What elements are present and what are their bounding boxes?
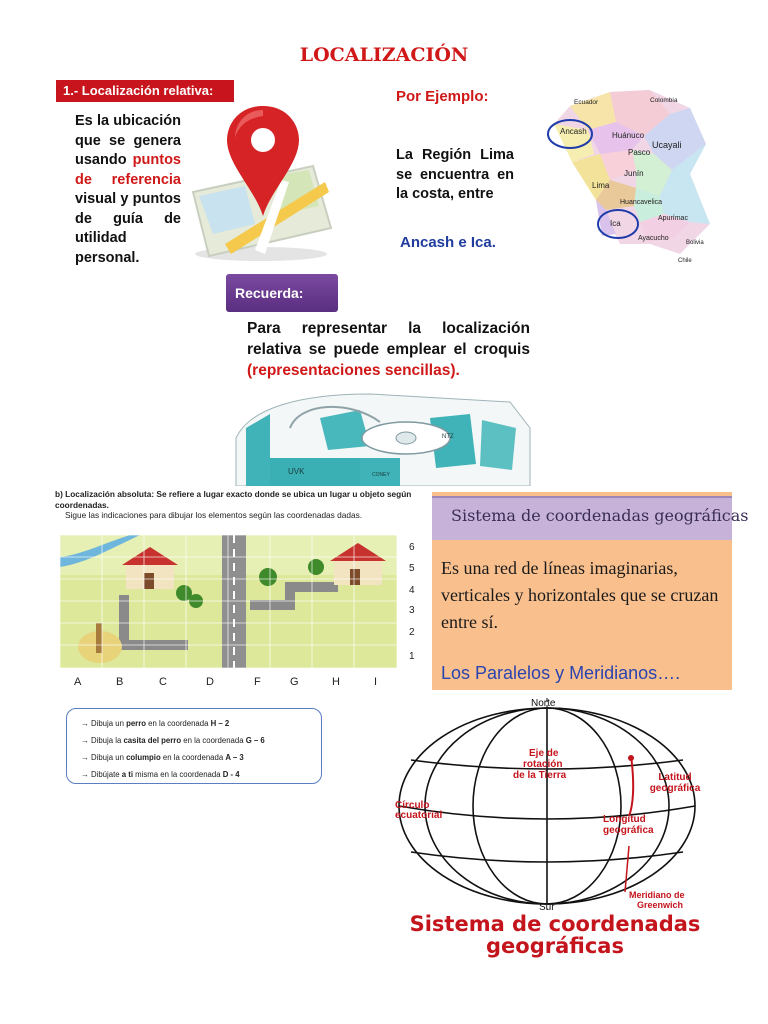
globe-sur: Sur (539, 902, 555, 913)
relative-text-a: Es la ubicación que se genera usando (75, 113, 181, 168)
recuerda-text (247, 318, 530, 381)
map-label-huancavelica: Huancavelica (620, 199, 663, 206)
example-answer: Ancash e Ica. (400, 234, 496, 251)
map-label-colombia: Colombia (650, 97, 678, 104)
map-label-lima: Lima (592, 181, 610, 190)
example-heading: Por Ejemplo: (396, 88, 489, 105)
map-label-chile: Chile (678, 258, 692, 264)
instruction-post: misma en la coordenada (133, 770, 223, 779)
grid-col-b: B (116, 676, 124, 688)
globe-eje-1: Eje de (529, 748, 559, 759)
croquis-label-ntz: NTZ (442, 434, 454, 440)
globe-caption-title: Sistema de coordenadas geográficas (409, 912, 701, 958)
example-text: La Región Lima se encuentra en la costa, entre (396, 147, 514, 202)
grid-col-a: A (74, 676, 82, 688)
grid-col-d: D (206, 676, 214, 688)
coordinates-body: Es una red de líneas imaginarias, verticales y horizontales que se cruzan entre sí. (441, 558, 719, 632)
map-label-ucayali: Ucayali (652, 140, 682, 150)
absolute-location-instructions: Sigue las indicaciones para dibujar los elementos según las coordenadas dadas. (65, 510, 363, 520)
relative-text-red: puntos de referencia (75, 152, 181, 188)
grid-col-f: F (254, 676, 261, 688)
grid-col-i: I (374, 676, 378, 688)
croquis-label-uvk: UVK (288, 467, 305, 476)
instruction-coordinate: H – 2 (210, 719, 230, 728)
instruction-post: en la coordenada (160, 753, 226, 762)
drawing-instructions-box (66, 708, 322, 784)
page-title: LOCALIZACIÓN (299, 44, 469, 66)
grid-row-3: 3 (409, 605, 415, 616)
grid-row-5: 5 (409, 563, 415, 574)
croquis-sketch (230, 388, 540, 486)
map-label-ancash: Ancash (560, 127, 587, 136)
globe-meridiano-2: Greenwich (637, 900, 684, 910)
map-pin-illustration (185, 104, 335, 262)
instruction-item (81, 766, 321, 783)
grid-col-c: C (159, 676, 167, 688)
absolute-location-text (55, 489, 415, 521)
instruction-coordinate: A – 3 (225, 753, 244, 762)
coordinates-heading: Sistema de coordenadas geográficas (451, 506, 749, 525)
instruction-object: columpio (126, 753, 161, 762)
peru-regions-map (540, 84, 720, 266)
map-label-junin: Junín (624, 169, 644, 178)
instruction-object: perro (126, 719, 147, 728)
map-label-ayacucho: Ayacucho (638, 235, 669, 242)
instruction-post: en la coordenada (146, 719, 211, 728)
map-label-ica: Ica (610, 219, 621, 228)
instruction-item (81, 715, 321, 732)
instruction-post: en la coordenada (181, 736, 246, 745)
grid-col-h: H (332, 676, 340, 688)
grid-row-6: 6 (409, 542, 415, 553)
instruction-pre: → Dibuja un (81, 719, 127, 728)
globe-latitud-2: geográfica (649, 783, 701, 794)
absolute-location-definition: b) Localización absoluta: Se refiere a lugar exacto donde se ubica un lugar u objeto según coordenadas. (55, 489, 412, 510)
instruction-pre: → Dibuja la (81, 736, 124, 745)
instruction-coordinate: D - 4 (222, 770, 240, 779)
grid-col-g: G (290, 676, 299, 688)
grid-row-1: 1 (409, 651, 415, 662)
globe-meridiano-1: Meridiano de (629, 890, 685, 900)
instruction-pre: → Dibújate (81, 770, 122, 779)
instruction-object: a ti (121, 770, 134, 779)
globe-circulo-2: ecuatorial (395, 810, 443, 821)
map-label-huanuco: Huánuco (612, 131, 645, 140)
relative-location-text (75, 112, 181, 268)
globe-longitud-1: Longitud (603, 814, 646, 825)
relative-location-banner: 1.- Localización relativa: (56, 80, 234, 102)
croquis-label-coney: CONEY (372, 472, 390, 478)
map-label-pasco: Pasco (628, 148, 651, 157)
instruction-item (81, 732, 321, 749)
map-label-bolivia: Bolivia (686, 240, 704, 246)
map-label-apurimac: Apurímac (658, 215, 688, 222)
recuerda-label: Recuerda: (226, 274, 338, 312)
grid-row-2: 2 (409, 627, 415, 638)
instruction-coordinate: G – 6 (245, 736, 265, 745)
globe-eje-2: rotación (523, 759, 563, 770)
instruction-item (81, 749, 321, 766)
globe-longitud-2: geográfica (603, 825, 654, 836)
grid-row-4: 4 (409, 585, 415, 596)
map-label-ecuador: Ecuador (574, 99, 599, 106)
relative-text-b: visual y puntos de guía de utilidad personal. (75, 191, 181, 266)
globe-latitud-1: Latitud (658, 772, 692, 783)
globe-diagram (385, 696, 720, 914)
coordinate-grid-scene (60, 535, 425, 690)
instruction-pre: → Dibuja un (81, 753, 127, 762)
globe-norte: Norte (531, 698, 556, 709)
paralelos-meridianos-text: Los Paralelos y Meridianos…. (441, 663, 681, 683)
instruction-object: casita del perro (123, 736, 182, 745)
recuerda-text-red: (representaciones sencillas). (247, 362, 460, 379)
globe-eje-3: de la Tierra (513, 770, 567, 781)
recuerda-text-main: Para representar la localización relativa se puede emplear el croquis (247, 320, 530, 358)
globe-circulo-1: Círculo (395, 800, 430, 811)
